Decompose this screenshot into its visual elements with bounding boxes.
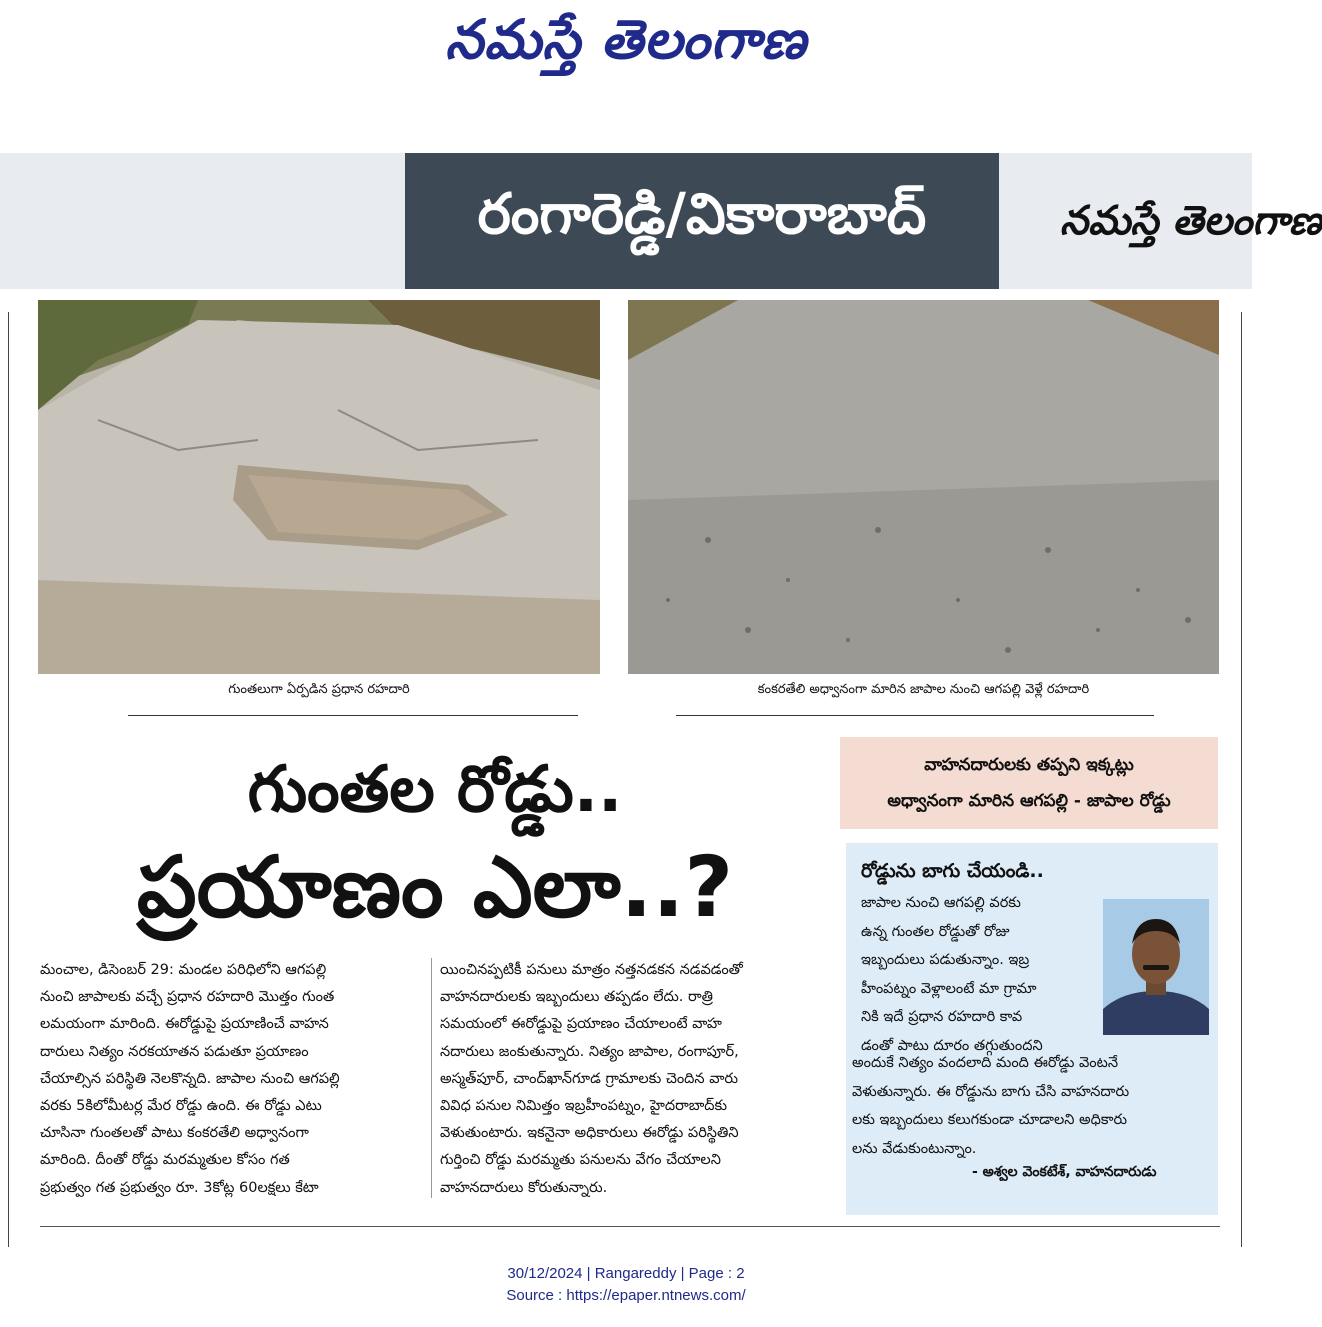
quote-line: జాపాల నుంచి ఆగపల్లి వరకు bbox=[861, 895, 1021, 911]
highlight-line-2: అధ్వానంగా మారిన ఆగపల్లి - జాపాల రోడ్డు bbox=[887, 791, 1171, 811]
body-line: వాహనదారులకు ఇబ్బందులు తప్పడం లేదు. రాత్రి bbox=[440, 989, 713, 1006]
body-line: చూసినా గుంతలతో పాటు కంకరతేలి అధ్వానంగా bbox=[40, 1125, 309, 1142]
body-line: అస్మత్‌పూర్, చాంద్‌ఖాన్‌గూడ గ్రామాలకు చెందిన వారు bbox=[440, 1070, 739, 1087]
newspaper-masthead: నమస్తే తెలంగాణ bbox=[445, 8, 807, 71]
quote-line: లకు ఇబ్బందులు కలుగకుండా చూడాలని అధికారు bbox=[852, 1112, 1128, 1128]
photo-caption-2: కంకరతేలి అధ్వానంగా మారిన జాపాల నుంచి ఆగపల్లి వెళ్లే రహదారి bbox=[757, 682, 1090, 697]
left-rule bbox=[8, 312, 9, 1247]
caption-rule-1 bbox=[128, 715, 578, 716]
quote-line: వెళుతున్నారు. ఈ రోడ్డును బాగు చేసి వాహనదారు bbox=[852, 1083, 1130, 1100]
photo-pothole-road bbox=[38, 300, 600, 674]
quote-title: రోడ్డును బాగు చేయండి.. bbox=[861, 860, 1044, 882]
quote-line: ఇబ్బందులు పడుతున్నాం. ఇబ్ర bbox=[861, 952, 1030, 968]
body-line: మంచాల, డిసెంబర్ 29: మండల పరిధిలోని ఆగపల్లి bbox=[40, 962, 327, 978]
bottom-rule bbox=[40, 1226, 1220, 1227]
body-line: ప్రభుత్వం గత ప్రభుత్వం రూ. 3కోట్ల 60లక్షలు కేటా bbox=[40, 1179, 319, 1196]
headline-line-2: ప్రయాణం ఎలా..? bbox=[136, 838, 734, 936]
section-brand: నమస్తే తెలంగాణ bbox=[1060, 198, 1322, 244]
body-line: దారులు నిత్యం నరకయాతన పడుతూ ప్రయాణం bbox=[40, 1043, 309, 1060]
right-rule bbox=[1241, 312, 1242, 1247]
highlight-line-1: వాహనదారులకు తప్పని ఇక్కట్లు bbox=[924, 755, 1134, 775]
quote-line: డంతో పాటు దూరం తగ్గుతుందని bbox=[861, 1037, 1043, 1054]
footer-date-page: 30/12/2024 | Rangareddy | Page : 2 bbox=[507, 1265, 745, 1282]
body-column-2 bbox=[440, 957, 825, 1202]
highlight-box bbox=[840, 737, 1218, 829]
body-line: నదారులు జంకుతున్నారు. నిత్యం జాపాల, రంగాపూర్, bbox=[440, 1043, 739, 1060]
body-line: వెళుతుంటారు. ఇకనైనా అధికారులు ఈరోడ్డు పరిస్థితిని bbox=[440, 1125, 739, 1142]
quote-text-narrow bbox=[861, 889, 1097, 1060]
body-line: గుర్తించి రోడ్డు మరమ్మతు పనులను వేగం చేయాలని bbox=[440, 1152, 721, 1169]
body-line: లమయంగా మారింది. ఈరోడ్డుపై ప్రయాణించే వాహన bbox=[40, 1016, 329, 1033]
quote-line: ఉన్న గుంతల రోడ్డుతో రోజు bbox=[861, 923, 1010, 940]
body-line: మారింది. దీంతో రోడ్డు మరమ్మతుల కోసం గత bbox=[40, 1152, 290, 1169]
headline-line-1: గుంతల రోడ్డు.. bbox=[247, 753, 623, 827]
section-title: రంగారెడ్డి/వికారాబాద్ bbox=[405, 153, 999, 289]
photo-gravel-road bbox=[628, 300, 1219, 674]
quote-line: నికి ఇదే ప్రధాన రహదారి కావ bbox=[861, 1009, 1023, 1025]
body-line: నుంచి జాపాలకు వచ్చే ప్రధాన రహదారి మొత్తం గుంత bbox=[40, 989, 335, 1006]
body-line: వివిధ పనుల నిమిత్తం ఇబ్రహీంపట్నం, హైదరాబాద్‌కు bbox=[440, 1098, 728, 1115]
body-line: వరకు 5కిలోమీటర్ల మేర రోడ్డు ఉంది. ఈ రోడ్డు ఎటు bbox=[40, 1098, 322, 1115]
quote-line: లను వేడుకుంటున్నాం. bbox=[852, 1140, 977, 1157]
body-line: సమయంలో ఈరోడ్డుపై ప్రయాణం చేయాలంటే వాహ bbox=[440, 1016, 722, 1033]
quote-signature: - అశ్వల వెంకటేశ్, వాహనదారుడు bbox=[972, 1164, 1157, 1180]
photo-caption-1: గుంతలుగా ఏర్పడిన ప్రధాన రహదారి bbox=[228, 682, 410, 697]
quote-line: అందుకే నిత్యం వందలాది మంది ఈరోడ్డు వెంటనే bbox=[852, 1055, 1119, 1071]
body-line: యించినప్పటికీ పనులు మాత్రం నత్తనడకన నడవడంతో bbox=[440, 962, 743, 978]
body-line: చేయాల్సిన పరిస్థితి నెలకొన్నది. జాపాల నుంచి ఆగపల్లి bbox=[40, 1070, 340, 1087]
footer-source: Source : https://epaper.ntnews.com/ bbox=[506, 1287, 746, 1304]
quote-line: హీంపట్నం వెళ్లాలంటే మా గ్రామా bbox=[861, 980, 1037, 997]
quote-person-photo bbox=[1103, 899, 1209, 1035]
caption-rule-2 bbox=[676, 715, 1154, 716]
column-rule bbox=[431, 958, 432, 1198]
body-column-1 bbox=[40, 957, 425, 1202]
quote-text-wide bbox=[852, 1049, 1212, 1163]
body-line: వాహనదారులు కోరుతున్నారు. bbox=[440, 1179, 608, 1196]
